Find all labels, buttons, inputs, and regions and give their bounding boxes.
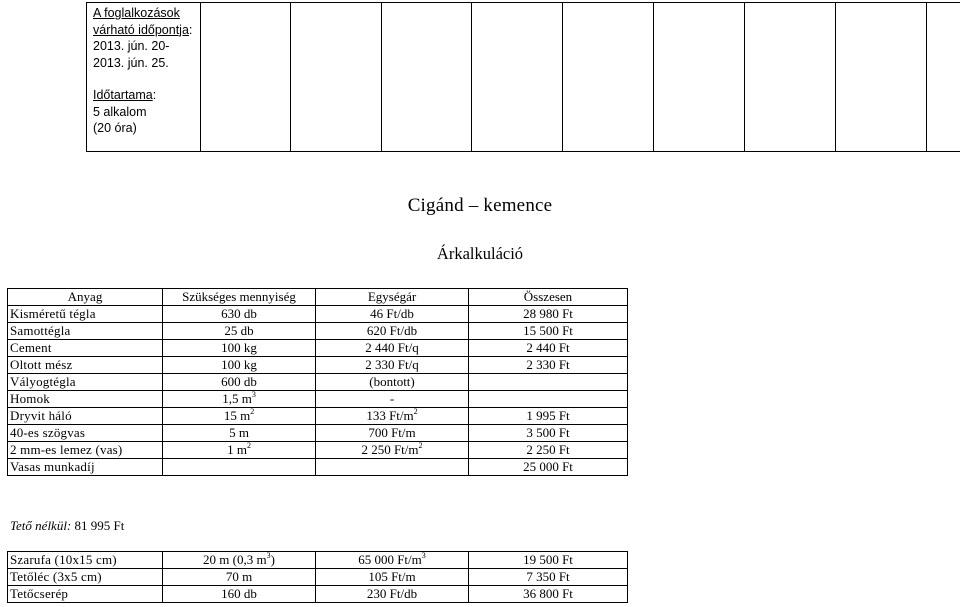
table-row	[8, 459, 628, 476]
schedule-label-2: várható időpontja	[93, 22, 189, 37]
cell-egysegar-text: 2 330 Ft/q	[365, 357, 419, 372]
cell-egysegar	[316, 408, 469, 425]
cell-mennyiseg-text: 160 db	[221, 586, 257, 601]
empty-cell	[836, 3, 927, 152]
cell-anyag-text: Oltott mész	[10, 357, 73, 372]
empty-cell	[927, 3, 960, 152]
cell-osszesen	[469, 391, 628, 408]
cell-mennyiseg	[163, 552, 316, 569]
cell-osszesen-text: 2 250 Ft	[526, 442, 570, 457]
cell-osszesen-text: 25 000 Ft	[523, 459, 573, 474]
cell-mennyiseg-exponent: 3	[266, 551, 271, 560]
cell-mennyiseg-text: 25 db	[224, 323, 254, 338]
roof-summary	[10, 518, 124, 534]
table-row	[8, 408, 628, 425]
info-block	[87, 3, 200, 137]
cell-mennyiseg	[163, 391, 316, 408]
cell-anyag	[8, 442, 163, 459]
cell-mennyiseg-text: 100 kg	[221, 357, 257, 372]
cell-osszesen-text: 15 500 Ft	[523, 323, 573, 338]
cell-egysegar-exponent: 2	[418, 441, 423, 450]
table-row	[8, 442, 628, 459]
cell-anyag	[8, 374, 163, 391]
cell-mennyiseg-text: 5 m	[229, 425, 249, 440]
cell-osszesen-text: 19 500 Ft	[523, 552, 573, 567]
cell-egysegar	[316, 569, 469, 586]
table-row	[8, 552, 628, 569]
cell-egysegar-text: (bontott)	[369, 374, 415, 389]
cell-anyag	[8, 569, 163, 586]
cell-anyag-text: Tetőléc (3x5 cm)	[10, 569, 102, 584]
schedule-date-1: 2013. jún. 20-	[93, 39, 170, 53]
cell-mennyiseg-exponent: 3	[251, 390, 256, 399]
cell-mennyiseg-text: 600 db	[221, 374, 257, 389]
cell-anyag-text: Samottégla	[10, 323, 71, 338]
empty-cell	[472, 3, 563, 152]
empty-cell	[654, 3, 745, 152]
empty-cell	[201, 3, 291, 152]
cell-osszesen-text: 2 440 Ft	[526, 340, 570, 355]
cell-anyag-text: 40-es szögvas	[10, 425, 86, 440]
cell-mennyiseg	[163, 569, 316, 586]
cell-osszesen-text: 3 500 Ft	[526, 425, 570, 440]
cell-anyag-text: Tetőcserép	[10, 586, 69, 601]
cell-egysegar	[316, 340, 469, 357]
table-header-row	[8, 289, 628, 306]
cell-egysegar	[316, 425, 469, 442]
header-anyag: Anyag	[8, 289, 163, 306]
cell-anyag-text: Vályogtégla	[10, 374, 76, 389]
cell-anyag-text: Szarufa (10x15 cm)	[10, 552, 117, 567]
empty-cell	[382, 3, 472, 152]
table-row	[8, 323, 628, 340]
cell-anyag	[8, 323, 163, 340]
cell-mennyiseg-text: 1 m	[227, 442, 247, 457]
cell-osszesen	[469, 340, 628, 357]
table-row	[8, 425, 628, 442]
cell-anyag	[8, 340, 163, 357]
cell-anyag	[8, 391, 163, 408]
table-row	[8, 306, 628, 323]
cell-mennyiseg	[163, 340, 316, 357]
cell-anyag	[8, 408, 163, 425]
cell-osszesen	[469, 306, 628, 323]
empty-cell	[745, 3, 836, 152]
cell-mennyiseg-text: 1,5 m	[222, 391, 252, 406]
roof-table	[7, 551, 628, 603]
cell-anyag-text: Vasas munkadíj	[10, 459, 95, 474]
table-row	[8, 374, 628, 391]
cell-osszesen	[469, 569, 628, 586]
table-row	[8, 586, 628, 603]
cell-egysegar-text: 700 Ft/m	[368, 425, 416, 440]
cell-egysegar	[316, 323, 469, 340]
cell-egysegar-text: 2 250 Ft/m	[361, 442, 419, 457]
cell-egysegar-text: 65 000 Ft/m	[358, 552, 422, 567]
cell-egysegar	[316, 306, 469, 323]
cell-osszesen-text: 7 350 Ft	[526, 569, 570, 584]
cell-mennyiseg	[163, 374, 316, 391]
duration-hours: (20 óra)	[93, 121, 137, 135]
cell-mennyiseg-exponent: 2	[246, 441, 251, 450]
cell-osszesen	[469, 459, 628, 476]
cell-anyag-text: Cement	[10, 340, 52, 355]
page-subtitle: Árkalkuláció	[436, 244, 524, 263]
duration-colon: :	[152, 88, 157, 102]
duration-label: Időtartama	[93, 88, 153, 102]
header-osszesen: Összesen	[469, 289, 628, 306]
cell-mennyiseg	[163, 408, 316, 425]
cell-egysegar-text: 230 Ft/db	[366, 586, 418, 601]
cell-mennyiseg	[163, 586, 316, 603]
cell-osszesen	[469, 442, 628, 459]
cell-egysegar-exponent: 2	[413, 407, 418, 416]
cell-mennyiseg	[163, 442, 316, 459]
cell-egysegar-text: 2 440 Ft/q	[365, 340, 419, 355]
cell-osszesen	[469, 374, 628, 391]
table-row	[8, 569, 628, 586]
cell-mennyiseg	[163, 459, 316, 476]
cell-mennyiseg-text: 630 db	[221, 306, 257, 321]
cell-mennyiseg-text: 100 kg	[221, 340, 257, 355]
cell-osszesen-text: 28 980 Ft	[523, 306, 573, 321]
cell-anyag-text: Kisméretű tégla	[10, 306, 96, 321]
cell-egysegar-text: 46 Ft/db	[370, 306, 414, 321]
cell-egysegar	[316, 391, 469, 408]
cell-egysegar-exponent: 3	[421, 551, 426, 560]
header-mennyiseg: Szükséges mennyiség	[163, 289, 316, 306]
cell-egysegar	[316, 374, 469, 391]
cell-anyag	[8, 586, 163, 603]
cell-osszesen	[469, 408, 628, 425]
cell-mennyiseg-text: 15 m	[223, 408, 251, 423]
price-table	[7, 288, 628, 476]
cell-anyag	[8, 459, 163, 476]
duration-sessions: 5 alkalom	[93, 104, 147, 119]
header-egysegar: Egységár	[316, 289, 469, 306]
empty-cell	[563, 3, 654, 152]
cell-osszesen	[469, 357, 628, 374]
cell-osszesen-text: 1 995 Ft	[526, 408, 570, 423]
cell-anyag	[8, 552, 163, 569]
info-grid	[86, 2, 960, 152]
cell-mennyiseg	[163, 357, 316, 374]
table-row	[8, 340, 628, 357]
cell-osszesen	[469, 323, 628, 340]
cell-egysegar-text: 105 Ft/m	[368, 569, 416, 584]
cell-osszesen	[469, 425, 628, 442]
cell-mennyiseg-text: 70 m	[225, 569, 253, 584]
cell-egysegar	[316, 586, 469, 603]
table-row	[8, 357, 628, 374]
cell-osszesen	[469, 586, 628, 603]
cell-mennyiseg-exponent: 2	[250, 407, 255, 416]
cell-mennyiseg-suffix: )	[270, 552, 275, 567]
cell-mennyiseg	[163, 323, 316, 340]
cell-anyag-text: 2 mm-es lemez (vas)	[10, 442, 123, 457]
cell-osszesen	[469, 552, 628, 569]
cell-anyag-text: Homok	[10, 391, 50, 406]
empty-cell	[291, 3, 382, 152]
cell-egysegar-text: 620 Ft/db	[366, 323, 418, 338]
schedule-label: A foglalkozások	[93, 6, 180, 20]
page-title: Cigánd – kemence	[407, 195, 553, 216]
roof-summary-value: 81 995 Ft	[71, 518, 125, 533]
cell-egysegar	[316, 459, 469, 476]
cell-mennyiseg	[163, 306, 316, 323]
cell-egysegar-text: 133 Ft/m	[366, 408, 414, 423]
schedule-colon: :	[188, 22, 193, 37]
table-row	[8, 391, 628, 408]
cell-mennyiseg-text: 20 m (0,3 m	[203, 552, 267, 567]
cell-anyag-text: Dryvit háló	[10, 408, 72, 423]
cell-anyag	[8, 306, 163, 323]
cell-mennyiseg	[163, 425, 316, 442]
cell-egysegar	[316, 357, 469, 374]
cell-egysegar-text: -	[389, 391, 395, 406]
cell-egysegar	[316, 442, 469, 459]
info-cell	[87, 3, 201, 152]
cell-egysegar	[316, 552, 469, 569]
cell-anyag	[8, 357, 163, 374]
cell-osszesen-text: 36 800 Ft	[523, 586, 573, 601]
cell-anyag	[8, 425, 163, 442]
roof-summary-label: Tető nélkül:	[10, 518, 72, 533]
cell-osszesen-text: 2 330 Ft	[526, 357, 570, 372]
schedule-date-2: 2013. jún. 25.	[93, 55, 169, 70]
